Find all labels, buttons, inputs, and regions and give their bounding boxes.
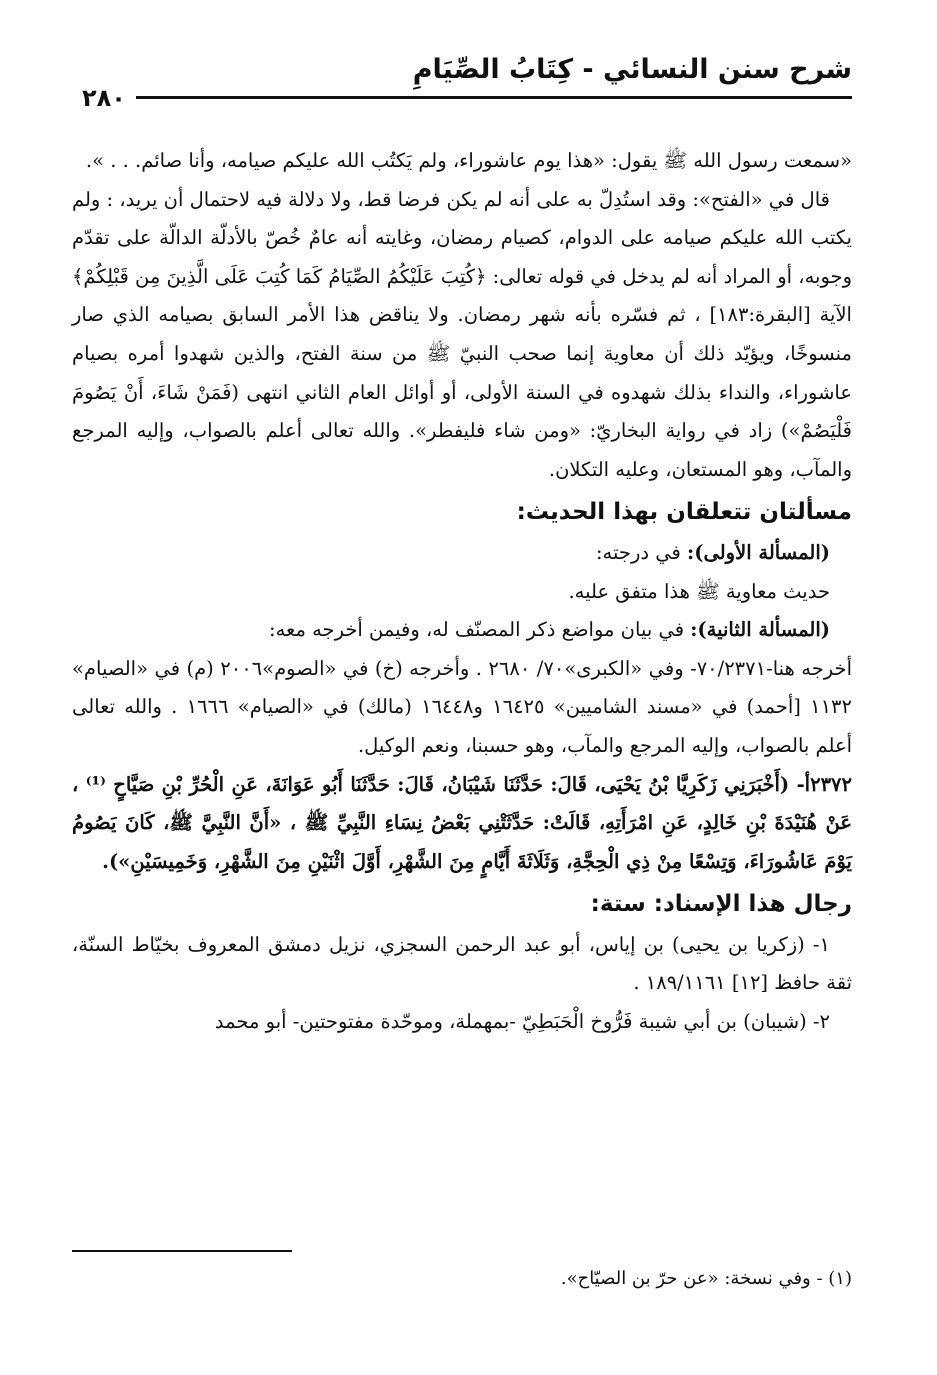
narrator-2: ٢- (شيبان) بن أبي شيبة فَرُّوخ الْحَبَطِيّ -بمهملة، وموحّدة مفتوحتين- أبو محمد bbox=[214, 1010, 830, 1034]
paragraph-quote: «سمعت رسول الله ﷺ يقول: «هذا يوم عاشوراء، ولم يَكتُب الله عليكم صيامه، وأنا صائم. . . ». bbox=[85, 149, 852, 172]
issue-one-body: حديث معاوية ﷺ هذا متفق عليه. bbox=[568, 579, 830, 603]
section-heading-two-issues: مسألتان تتعلقان بهذا الحديث: bbox=[516, 499, 852, 526]
issue-one-title bbox=[72, 534, 852, 573]
section-heading-narrators: رجال هذا الإسناد: ستة: bbox=[590, 891, 852, 918]
page-number: ٢٨٠ bbox=[72, 84, 136, 112]
footnote-rule bbox=[72, 1250, 292, 1252]
issue-two-text: في بيان مواضع ذكر المصنّف له، وفيمن أخرجه معه: bbox=[269, 618, 691, 642]
hadith-text: ٢٣٧٢أ- (أَخْبَرَنِي زَكَرِيَّا بْنُ يَحْيَى، قَالَ: حَدَّثَنَا شَيْبَانُ، قَالَ: حَدَّثَنَا أَبُو عَوَانَةَ، عَنِ الْحُرِّ بْنِ صَيَّاحٍ ⁽¹⁾ ، عَنْ هُنَيْدَةَ بْنِ خَالِدٍ، عَنِ امْرَأَتِهِ، قَالَتْ: حَدَّثَتْنِي بَعْضُ نِسَاءِ النَّبِيِّ ﷺ ، «أَنَّ النَّبِيَّ ﷺ، كَانَ يَصُومُ يَوْمَ عَاشُورَاءَ، وَتِسْعًا مِنْ ذِي الْحِجَّةِ، وَثَلَاثَةَ أَيَّامٍ مِنَ الشَّهْرِ، أَوَّلَ اثْنَيْنِ مِنَ الشَّهْرِ، وَخَمِيسَيْنِ»). bbox=[72, 772, 852, 873]
issue-one-text: في درجته: bbox=[595, 540, 688, 564]
page bbox=[72, 0, 852, 1375]
narrator-1: ١- (زكريا بن يحيى) بن إياس، أبو عبد الرحمن السجزي، نزيل دمشق المعروف بخيّاط السنّة، ثقة حافظ [١٢] ١٨٩/١١٦١ . bbox=[72, 932, 852, 995]
issue-two-title bbox=[72, 611, 852, 650]
paragraph-fath: قال في «الفتح»: وقد استُدِلّ به على أنه لم يكن فرضا قط، ولا دلالة فيه لاحتمال أن يريد، : ولم يكتب الله عليكم صيامه على الدوام، كصيام رمضان، وغايته أنه عامٌ خُصّ بالأدلّة الدالّة على تقدّم وجوبه، أو المراد أنه لم يدخل في قوله تعالى: ﴿كُتِبَ عَلَيْكُمُ الصِّيَامُ كَمَا كُتِبَ عَلَى الَّذِينَ مِن قَبْلِكُمْ﴾ الآية [البقرة:١٨٣] ، ثم فسّره بأنه شهر رمضان. ولا يناقض هذا الأمر السابق بصيامه الذي صار منسوخًا، ويؤيّد ذلك أن معاوية إنما صحب النبيّ ﷺ من سنة الفتح، والذين شهدوا أمره بصيام عاشوراء، والنداء بذلك شهدوه في السنة الأولى، أو أوائل العام الثاني انتهى (فَمَنْ شَاءَ، أَنْ يَصُومَ فَلْيَصُمْ») زاد في رواية البخاريّ: «ومن شاء فليفطر». والله تعالى أعلم بالصواب، وإليه المرجع والمآب، وهو المستعان، وعليه التكلان. bbox=[72, 187, 852, 481]
issue-two-body: أخرجه هنا-٧٠/٢٣٧١- وفي «الكبرى»٧٠/ ٢٦٨٠ . وأخرجه (خ) في «الصوم»٢٠٠٦ (م) في «الصيام» ١١٣٢ [أحمد) في «مسند الشاميين» ١٦٤٢٥ و١٦٤٤٨ (مالك) في «الصيام» ١٦٦٦ . والله تعالى أعلم بالصواب، وإليه المرجع والمآب، وهو حسبنا، ونعم الوكيل. bbox=[72, 656, 853, 757]
running-title: شرح سنن النسائي - كِتَابُ الصِّيَامِ bbox=[412, 54, 852, 85]
body-text bbox=[72, 142, 852, 1042]
footnote: (١) - وفي نسخة: «عن حرّ بن الصيّاح». bbox=[560, 1268, 852, 1289]
header-rule bbox=[72, 96, 852, 99]
issue-two-label: (المسألة الثانية): bbox=[690, 618, 830, 642]
issue-one-label: (المسألة الأولى): bbox=[687, 540, 830, 564]
